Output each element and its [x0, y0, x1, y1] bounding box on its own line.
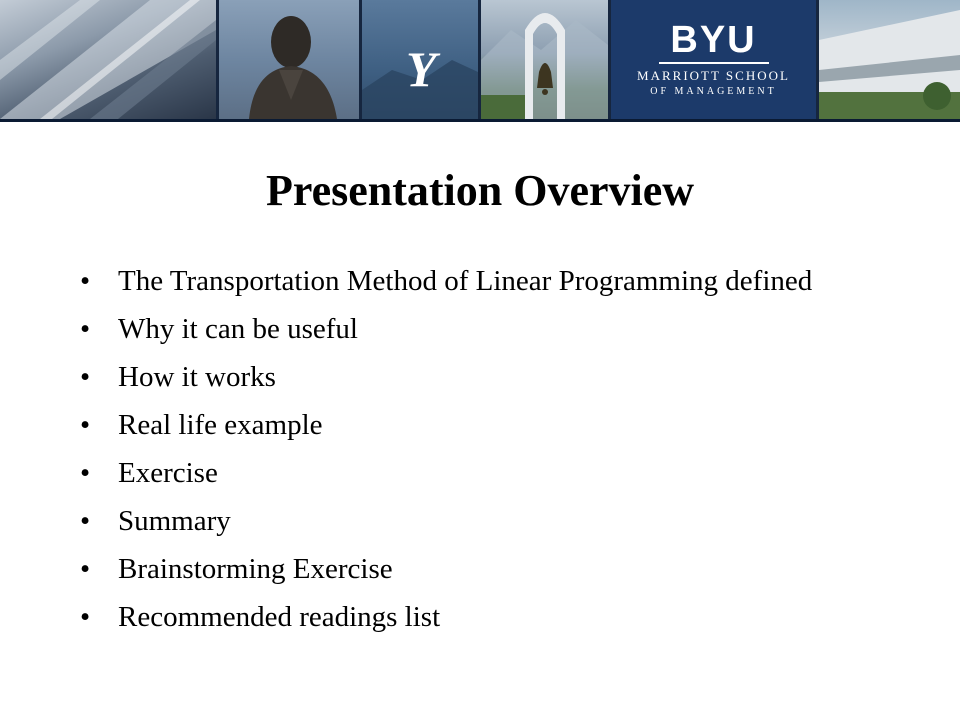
svg-text:Y: Y	[406, 41, 437, 97]
bullet-item	[80, 310, 840, 348]
bullet-text: Why it can be useful	[118, 313, 358, 345]
bullet-text: Recommended readings list	[118, 601, 441, 633]
bullet-marker: •	[80, 361, 91, 393]
brand-logo	[611, 0, 816, 119]
bullet-item	[80, 454, 840, 492]
bullet-item	[80, 358, 840, 396]
bullet-marker: •	[80, 265, 91, 297]
bullet-marker: •	[80, 457, 91, 489]
bullet-text: Exercise	[118, 457, 218, 489]
modern-building-image	[819, 0, 960, 119]
bullet-item	[80, 406, 840, 444]
bullet-marker: •	[80, 409, 91, 441]
bullet-marker: •	[80, 601, 91, 633]
statue-image	[219, 0, 359, 119]
y-mountain-logo-image	[362, 0, 478, 119]
school-subtitle: OF MANAGEMENT	[650, 86, 777, 97]
school-name: MARRIOTT SCHOOL	[637, 68, 790, 83]
bullet-marker: •	[80, 505, 91, 537]
banner-rule	[0, 119, 960, 122]
bullet-item	[80, 550, 840, 588]
bell-tower-image	[481, 0, 608, 119]
bullet-item	[80, 598, 840, 636]
brand-divider	[659, 62, 769, 64]
bullet-item	[80, 262, 840, 300]
bullet-text: The Transportation Method of Linear Programming defined	[118, 265, 813, 297]
bullet-text: How it works	[118, 361, 276, 393]
bullet-list	[80, 262, 840, 646]
building-glass-facade-image	[0, 0, 216, 119]
bullet-marker: •	[80, 553, 91, 585]
bullet-text: Brainstorming Exercise	[118, 553, 393, 585]
slide-title: Presentation Overview	[265, 166, 695, 215]
bullet-text: Summary	[118, 505, 231, 537]
header-banner	[0, 0, 960, 122]
bullet-marker: •	[80, 313, 91, 345]
bullet-text: Real life example	[118, 409, 323, 441]
bullet-item	[80, 502, 840, 540]
byu-wordmark: BYU	[670, 19, 757, 61]
